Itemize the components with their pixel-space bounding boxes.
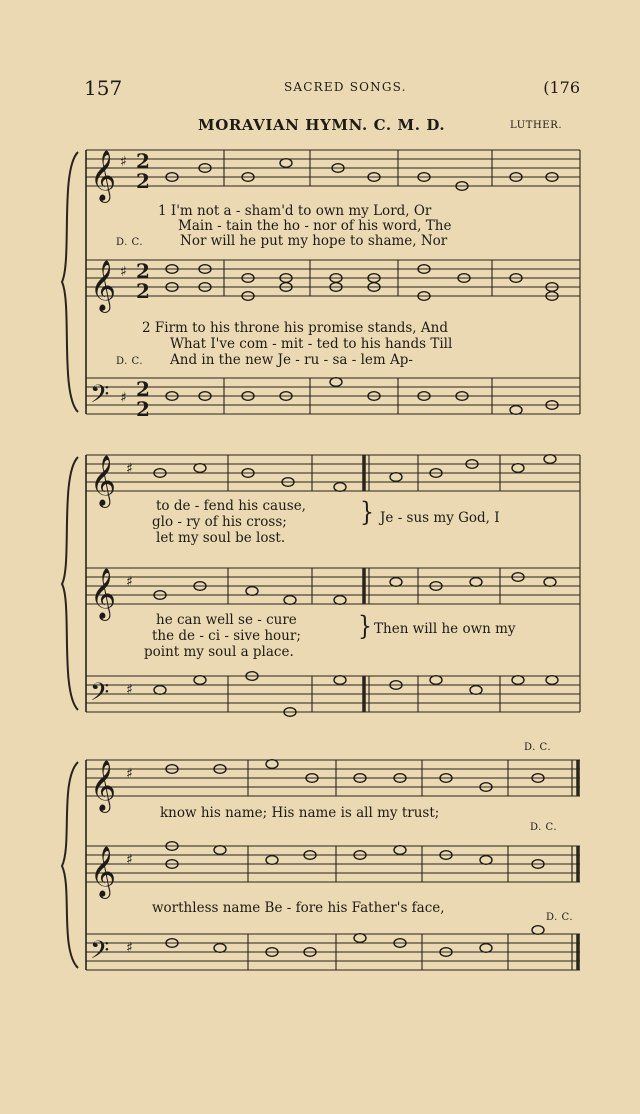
treble-clef-icon: 𝄞 — [90, 455, 117, 506]
lyric-line: Nor will he put my hope to shame, Nor — [180, 233, 448, 249]
lyric-line: the de - ci - sive hour; — [152, 628, 301, 644]
lyric-line: And in the new Je - ru - sa - lem Ap- — [170, 352, 413, 368]
svg-text:2: 2 — [136, 397, 150, 421]
svg-text:♯: ♯ — [126, 852, 133, 868]
sharp-icon — [120, 154, 133, 956]
staff — [86, 378, 580, 414]
dc-mark: D. C. — [524, 742, 551, 753]
svg-text:2: 2 — [136, 149, 150, 173]
svg-text:2: 2 — [136, 169, 150, 193]
svg-text:2: 2 — [136, 377, 150, 401]
dc-label: D. C. — [116, 237, 143, 248]
page-number: 157 — [84, 76, 123, 100]
lyric-line: point my soul a place. — [144, 644, 294, 660]
lyric-line: glo - ry of his cross; — [152, 514, 287, 530]
lyric-line: to de - fend his cause, — [156, 498, 306, 514]
lyric-line: let my soul be lost. — [156, 530, 286, 546]
lyric-line: Then will he own my — [374, 621, 516, 637]
svg-text:♯: ♯ — [120, 264, 127, 280]
treble-clef-icon: 𝄞 — [90, 150, 117, 201]
bass-clef-icon: 𝄢 — [90, 380, 110, 415]
lyric-line: worthless name Be - fore his Father's face, — [152, 900, 445, 916]
svg-text:♯: ♯ — [126, 461, 133, 477]
svg-text:2: 2 — [136, 279, 150, 303]
treble-clef-icon: 𝄞 — [90, 846, 117, 897]
svg-text:♯: ♯ — [126, 682, 133, 698]
dc-mark: D. C. — [530, 822, 557, 833]
lyric-line: What I've com - mit - ted to his hands Till — [170, 336, 453, 352]
lyric-line: 1 I'm not a - sham'd to own my Lord, Or — [158, 203, 432, 219]
treble-clef-icon: 𝄞 — [90, 568, 117, 619]
staff — [86, 760, 580, 796]
hymn-number: (176 — [543, 78, 580, 97]
bass-clef-icon: 𝄢 — [90, 678, 110, 713]
svg-text:♯: ♯ — [126, 940, 133, 956]
lyric-line: he can well se - cure — [156, 612, 297, 628]
staff — [86, 150, 580, 186]
dc-label: D. C. — [116, 356, 143, 367]
svg-text:♯: ♯ — [120, 154, 127, 170]
lyric-line: Je - sus my God, I — [380, 510, 500, 526]
treble-clef-icon: 𝄞 — [90, 760, 117, 811]
lyric-line: 2 Firm to his throne his promise stands, And — [142, 320, 448, 336]
lyric-line: know his name; His name is all my trust; — [160, 805, 440, 821]
staff — [86, 846, 580, 882]
dc-mark: D. C. — [546, 912, 573, 923]
treble-clef-icon: 𝄞 — [90, 260, 117, 311]
svg-text:2: 2 — [136, 259, 150, 283]
running-title: SACRED SONGS. — [284, 80, 407, 94]
note-group — [166, 265, 558, 301]
staff — [86, 934, 580, 970]
svg-text:♯: ♯ — [120, 390, 127, 406]
lyric-brace: } — [358, 611, 372, 642]
staff — [86, 455, 580, 491]
hymn-title: MORAVIAN HYMN. C. M. D. — [198, 116, 446, 134]
svg-text:♯: ♯ — [126, 766, 133, 782]
hymn-composer: LUTHER. — [510, 120, 563, 131]
svg-text:♯: ♯ — [126, 574, 133, 590]
bass-clef-icon: 𝄢 — [90, 936, 110, 971]
lyric-brace: } — [360, 497, 374, 528]
time-signature — [136, 149, 150, 421]
lyric-line: Main - tain the ho - nor of his word, The — [178, 218, 452, 234]
